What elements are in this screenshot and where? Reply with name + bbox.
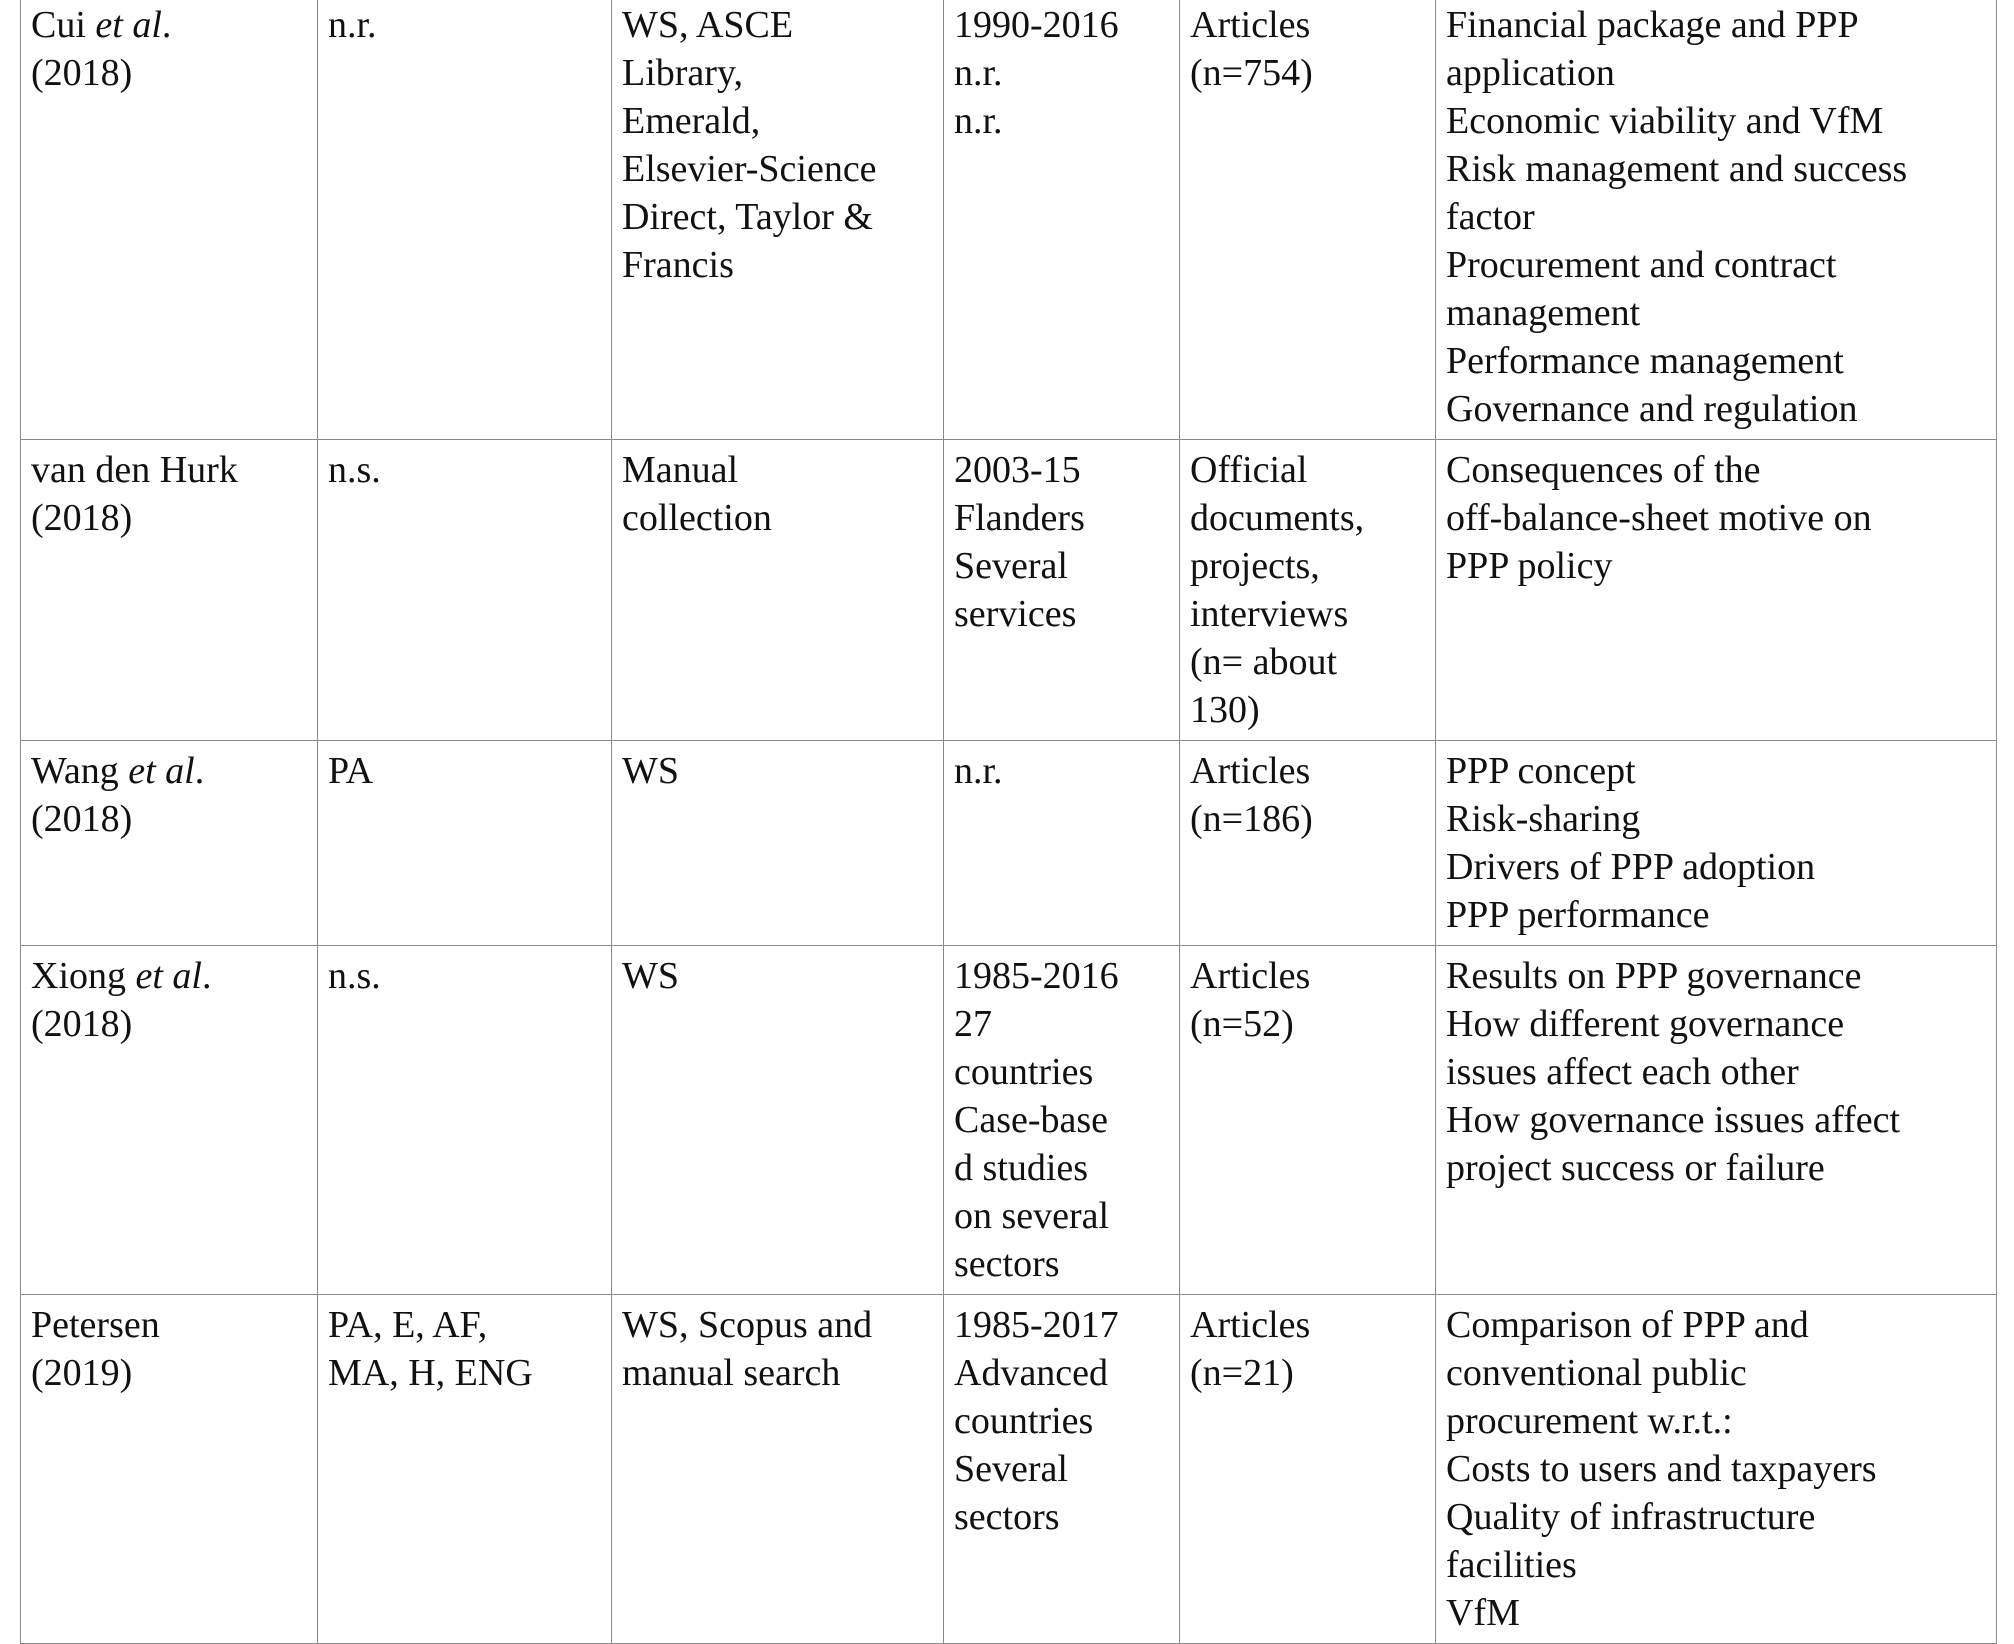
- cell-line: documents,: [1190, 497, 1365, 539]
- cell-line: n.s.: [328, 449, 381, 491]
- databases-cell: [612, 1295, 944, 1644]
- disciplines-cell: [318, 741, 612, 946]
- cell-line: n.r.: [954, 100, 1003, 142]
- literature-review-table: [20, 0, 1997, 1644]
- databases-cell: [612, 440, 944, 741]
- cell-line: 1985-2017: [954, 1304, 1119, 1346]
- cell-line: Drivers of PPP adoption: [1446, 846, 1816, 888]
- scope-cell: [944, 0, 1180, 440]
- cell-line: 130): [1190, 689, 1260, 731]
- cell-line: MA, H, ENG: [328, 1352, 533, 1394]
- databases-cell: [612, 741, 944, 946]
- cell-line: (n= about: [1190, 641, 1338, 683]
- cell-line: Articles: [1190, 955, 1311, 997]
- scope-cell: [944, 1295, 1180, 1644]
- cell-line: VfM: [1446, 1592, 1520, 1634]
- table-row: [21, 946, 1997, 1295]
- cell-line: Case-base: [954, 1099, 1109, 1141]
- sample-cell: [1180, 440, 1436, 741]
- table-row: [21, 0, 1997, 440]
- cell-line: PA, E, AF,: [328, 1304, 488, 1346]
- author-cell: [21, 741, 318, 946]
- cell-line: procurement w.r.t.:: [1446, 1400, 1733, 1442]
- cell-line: issues affect each other: [1446, 1051, 1799, 1093]
- cell-line: PA: [328, 750, 374, 792]
- author-cell: [21, 440, 318, 741]
- et-al-label: et al: [128, 750, 195, 792]
- cell-line: 2003-15: [954, 449, 1081, 491]
- publication-year: (2019): [31, 1352, 133, 1394]
- cell-line: Manual: [622, 449, 739, 491]
- disciplines-cell: [318, 440, 612, 741]
- cell-line: sectors: [954, 1243, 1060, 1285]
- table-row: [21, 741, 1997, 946]
- cell-line: Flanders: [954, 497, 1085, 539]
- author-surname: Petersen: [31, 1304, 160, 1346]
- cell-line: How different governance: [1446, 1003, 1845, 1045]
- cell-line: d studies: [954, 1147, 1089, 1189]
- cell-line: Several: [954, 545, 1068, 587]
- cell-line: Economic viability and VfM: [1446, 100, 1884, 142]
- cell-line: off-balance-sheet motive on: [1446, 497, 1872, 539]
- cell-line: Risk management and success: [1446, 148, 1908, 190]
- cell-line: Articles: [1190, 750, 1311, 792]
- cell-line: n.r.: [328, 4, 377, 46]
- cell-line: n.s.: [328, 955, 381, 997]
- author-name: [31, 1301, 307, 1349]
- table-body: [21, 0, 1997, 1644]
- cell-line: Emerald,: [622, 100, 761, 142]
- publication-year: (2018): [31, 1003, 133, 1045]
- cell-line: Several: [954, 1448, 1068, 1490]
- databases-cell: [612, 0, 944, 440]
- cell-line: services: [954, 593, 1077, 635]
- cell-line: n.r.: [954, 52, 1003, 94]
- et-al-label: et al: [135, 955, 202, 997]
- cell-line: conventional public: [1446, 1352, 1747, 1394]
- cell-line: application: [1446, 52, 1615, 94]
- disciplines-cell: [318, 946, 612, 1295]
- cell-line: interviews: [1190, 593, 1349, 635]
- cell-line: 1990-2016: [954, 4, 1119, 46]
- author-cell: [21, 946, 318, 1295]
- cell-line: Costs to users and taxpayers: [1446, 1448, 1877, 1490]
- cell-line: manual search: [622, 1352, 841, 1394]
- cell-line: (n=52): [1190, 1003, 1294, 1045]
- cell-line: PPP performance: [1446, 894, 1710, 936]
- cell-line: Results on PPP governance: [1446, 955, 1862, 997]
- cell-line: Quality of infrastructure: [1446, 1496, 1816, 1538]
- cell-line: Comparison of PPP and: [1446, 1304, 1809, 1346]
- sample-cell: [1180, 0, 1436, 440]
- disciplines-cell: [318, 1295, 612, 1644]
- cell-line: WS, ASCE: [622, 4, 794, 46]
- cell-line: projects,: [1190, 545, 1320, 587]
- cell-line: Francis: [622, 244, 734, 286]
- cell-line: Financial package and PPP: [1446, 4, 1859, 46]
- author-surname: Wang: [31, 750, 119, 792]
- themes-cell: [1436, 0, 1997, 440]
- cell-line: WS: [622, 955, 679, 997]
- publication-year: (2018): [31, 497, 133, 539]
- themes-cell: [1436, 1295, 1997, 1644]
- et-al-label: et al: [95, 4, 162, 46]
- cell-line: Procurement and contract: [1446, 244, 1837, 286]
- cell-line: 27: [954, 1003, 992, 1045]
- cell-line: Risk-sharing: [1446, 798, 1641, 840]
- themes-cell: [1436, 741, 1997, 946]
- cell-line: management: [1446, 292, 1641, 334]
- scope-cell: [944, 946, 1180, 1295]
- cell-line: (n=186): [1190, 798, 1313, 840]
- databases-cell: [612, 946, 944, 1295]
- author-suffix: .: [194, 750, 205, 792]
- cell-line: Consequences of the: [1446, 449, 1761, 491]
- author-name: [31, 446, 307, 494]
- cell-line: PPP policy: [1446, 545, 1613, 587]
- cell-line: n.r.: [954, 750, 1003, 792]
- author-surname: van den Hurk: [31, 449, 238, 491]
- cell-line: countries: [954, 1051, 1094, 1093]
- cell-line: sectors: [954, 1496, 1060, 1538]
- cell-line: Elsevier-Science: [622, 148, 877, 190]
- author-cell: [21, 1295, 318, 1644]
- publication-year: (2018): [31, 798, 133, 840]
- cell-line: 1985-2016: [954, 955, 1119, 997]
- cell-line: WS, Scopus and: [622, 1304, 873, 1346]
- author-suffix: .: [161, 4, 172, 46]
- cell-line: Advanced: [954, 1352, 1109, 1394]
- cell-line: on several: [954, 1195, 1110, 1237]
- cell-line: Direct, Taylor &: [622, 196, 873, 238]
- cell-line: (n=754): [1190, 52, 1313, 94]
- themes-cell: [1436, 946, 1997, 1295]
- cell-line: WS: [622, 750, 679, 792]
- cell-line: Articles: [1190, 4, 1311, 46]
- sample-cell: [1180, 1295, 1436, 1644]
- cell-line: collection: [622, 497, 772, 539]
- cell-line: PPP concept: [1446, 750, 1636, 792]
- author-surname: Xiong: [31, 955, 126, 997]
- table-row: [21, 440, 1997, 741]
- cell-line: Performance management: [1446, 340, 1844, 382]
- author-cell: [21, 0, 318, 440]
- cell-line: Library,: [622, 52, 743, 94]
- table-row: [21, 1295, 1997, 1644]
- author-surname: Cui: [31, 4, 86, 46]
- cell-line: project success or failure: [1446, 1147, 1825, 1189]
- cell-line: How governance issues affect: [1446, 1099, 1901, 1141]
- author-name: [31, 747, 307, 795]
- author-name: [31, 1, 307, 49]
- cell-line: (n=21): [1190, 1352, 1294, 1394]
- cell-line: Governance and regulation: [1446, 388, 1858, 430]
- sample-cell: [1180, 946, 1436, 1295]
- author-name: [31, 952, 307, 1000]
- cell-line: Articles: [1190, 1304, 1311, 1346]
- scope-cell: [944, 741, 1180, 946]
- sample-cell: [1180, 741, 1436, 946]
- cell-line: Official: [1190, 449, 1308, 491]
- disciplines-cell: [318, 0, 612, 440]
- publication-year: (2018): [31, 52, 133, 94]
- cell-line: factor: [1446, 196, 1535, 238]
- author-suffix: .: [201, 955, 212, 997]
- cell-line: countries: [954, 1400, 1094, 1442]
- cell-line: facilities: [1446, 1544, 1577, 1586]
- themes-cell: [1436, 440, 1997, 741]
- scope-cell: [944, 440, 1180, 741]
